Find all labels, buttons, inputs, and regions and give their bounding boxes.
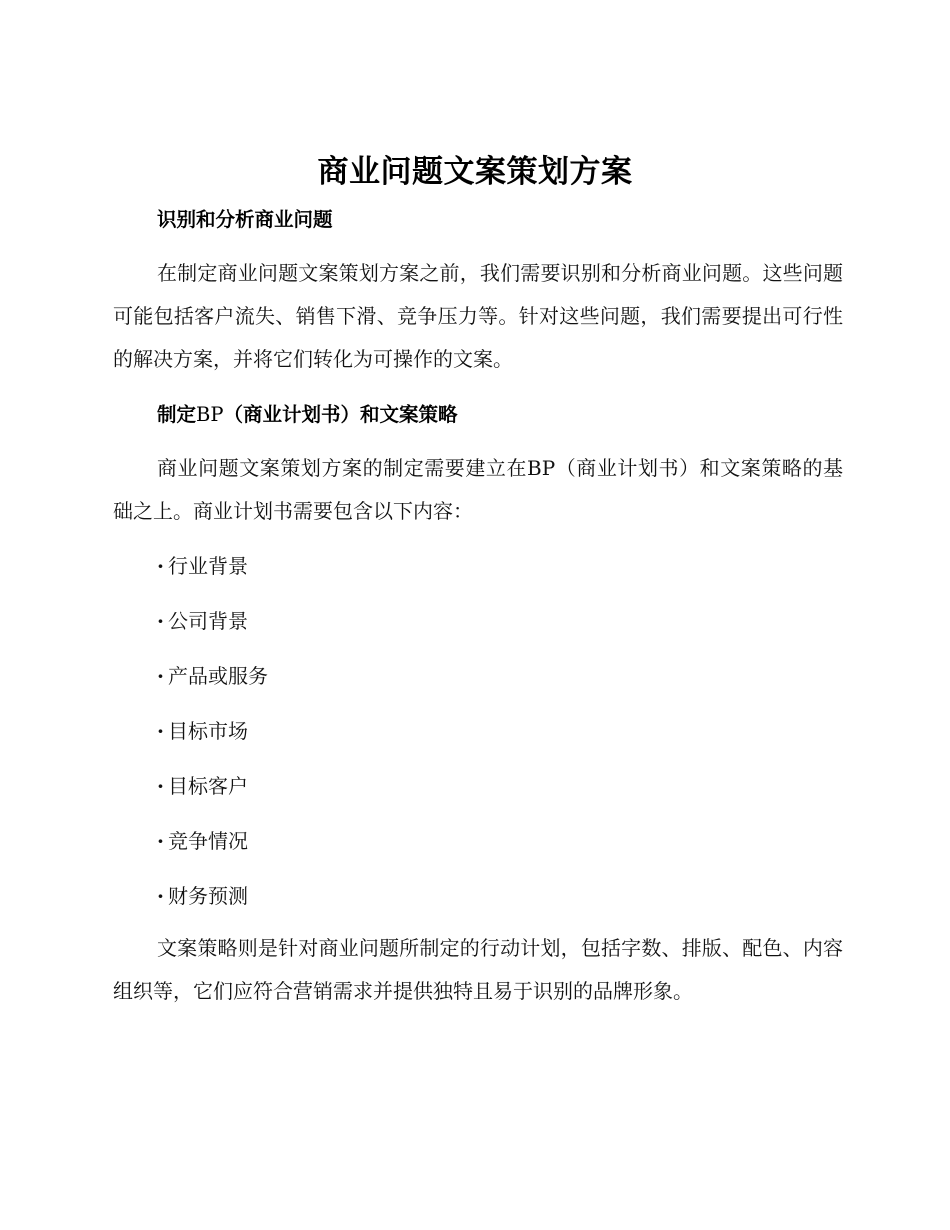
bullet-icon: ·	[157, 719, 164, 743]
list-item	[157, 660, 268, 715]
bullet-icon: ·	[157, 609, 164, 633]
list-item	[157, 825, 268, 880]
section-heading-identify: 识别和分析商业问题	[157, 208, 333, 231]
heading-latin-bp: BP	[196, 403, 224, 426]
list-item	[157, 715, 268, 770]
section-paragraph-strategy: 文案策略则是针对商业问题所制定的行动计划，包括字数、排版、配色、内容组织等，它们应符合营销需求并提供独特且易于识别的品牌形象。	[113, 936, 843, 1003]
list-item-text: 产品或服务	[168, 664, 268, 688]
bullet-icon: ·	[157, 774, 164, 798]
heading-suffix: （商业计划书）和文案策略	[223, 403, 458, 426]
business-plan-contents-list	[157, 550, 268, 935]
list-item	[157, 605, 268, 660]
document-title: 商业问题文案策划方案	[317, 154, 633, 190]
list-item	[157, 770, 268, 825]
list-item	[157, 550, 268, 605]
bullet-icon: ·	[157, 554, 164, 578]
list-item-text: 目标客户	[168, 774, 248, 798]
list-item-text: 行业背景	[168, 554, 248, 578]
bullet-icon: ·	[157, 884, 164, 908]
heading-prefix: 制定	[157, 403, 197, 426]
list-item-text: 公司背景	[168, 609, 248, 633]
bullet-icon: ·	[157, 829, 164, 853]
list-item-text: 目标市场	[168, 719, 248, 743]
list-item-text: 财务预测	[168, 884, 248, 908]
section-paragraph-bp-intro: 商业问题文案策划方案的制定需要建立在BP（商业计划书）和文案策略的基础之上。商业计划书需要包含以下内容：	[113, 456, 843, 523]
section-heading-bp	[157, 400, 457, 430]
bullet-icon: ·	[157, 664, 164, 688]
list-item-text: 竞争情况	[168, 829, 248, 853]
section-paragraph-identify: 在制定商业问题文案策划方案之前，我们需要识别和分析商业问题。这些问题可能包括客户流失、销售下滑、竞争压力等。针对这些问题，我们需要提出可行性的解决方案，并将它们转化为可操作的文案。	[113, 261, 843, 371]
